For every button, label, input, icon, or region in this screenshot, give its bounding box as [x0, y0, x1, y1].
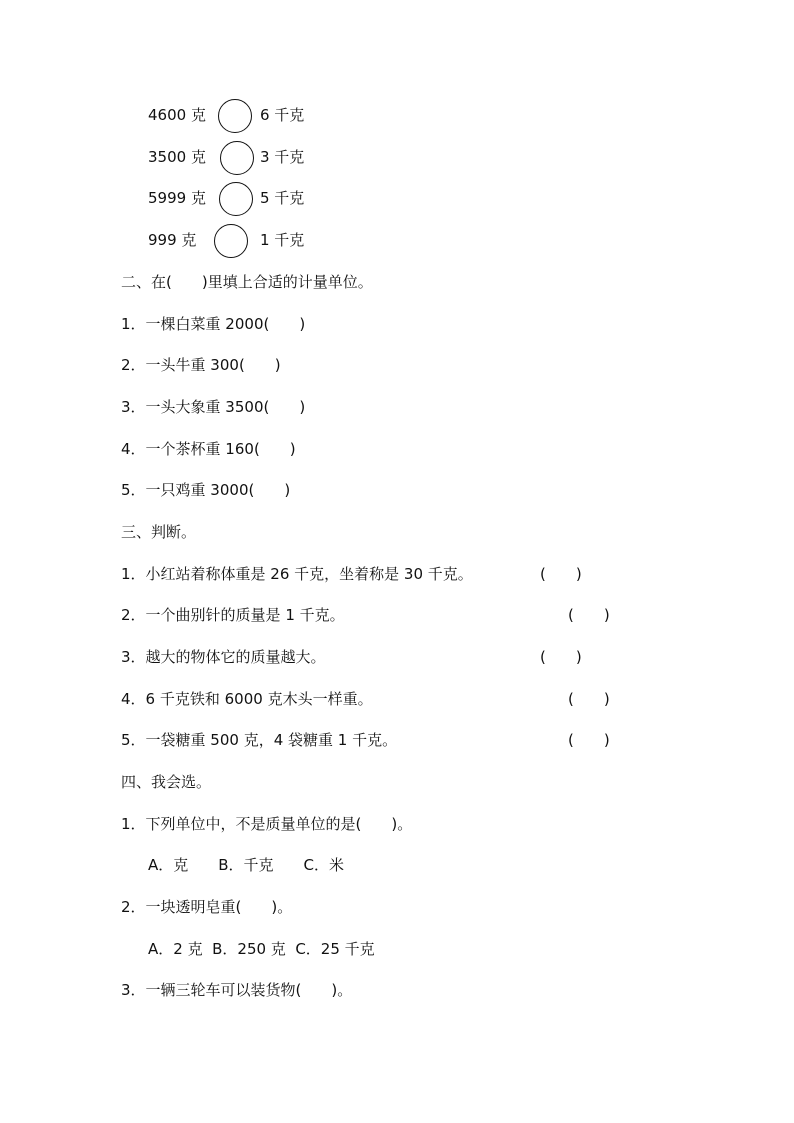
section3-item-4: 4．6 千克铁和 6000 克木头一样重。 — [121, 690, 373, 708]
section3-item-2: 2．一个曲别针的质量是 1 千克。 — [121, 606, 345, 624]
section3-blank-2[interactable]: ( ) — [568, 606, 610, 624]
compare-circle-3[interactable] — [219, 182, 253, 216]
compare-circle-2[interactable] — [220, 141, 254, 175]
section4-q1-options: A．克 B．千克 C．米 — [148, 856, 345, 874]
section2-item-5: 5．一只鸡重 3000( ) — [121, 481, 291, 499]
section2-item-2: 2．一头牛重 300( ) — [121, 356, 281, 374]
compare-circle-4[interactable] — [214, 224, 248, 258]
section3-blank-4[interactable]: ( ) — [568, 690, 610, 708]
section3-blank-5[interactable]: ( ) — [568, 731, 610, 749]
section3-blank-1[interactable]: ( ) — [540, 565, 582, 583]
section2-title: 二、在( )里填上合适的计量单位。 — [121, 273, 373, 291]
section3-title: 三、判断。 — [121, 523, 197, 541]
section4-q2-options: A．2 克 B．250 克 C．25 千克 — [148, 940, 375, 958]
section3-item-5: 5．一袋糖重 500 克，4 袋糖重 1 千克。 — [121, 731, 398, 749]
section4-title: 四、我会选。 — [121, 773, 212, 791]
section2-item-1: 1．一棵白菜重 2000( ) — [121, 315, 306, 333]
compare-right-3: 5 千克 — [260, 189, 305, 207]
section4-q2: 2．一块透明皂重( )。 — [121, 898, 293, 916]
section3-blank-3[interactable]: ( ) — [540, 648, 582, 666]
compare-right-1: 6 千克 — [260, 106, 305, 124]
compare-left-1: 4600 克 — [148, 106, 206, 124]
compare-left-2: 3500 克 — [148, 148, 206, 166]
section4-q1: 1．下列单位中，不是质量单位的是( )。 — [121, 815, 413, 833]
section3-item-3: 3．越大的物体它的质量越大。 — [121, 648, 326, 666]
section4-q3: 3．一辆三轮车可以装货物( )。 — [121, 981, 353, 999]
compare-left-3: 5999 克 — [148, 189, 206, 207]
section3-item-1: 1．小红站着称体重是 26 千克，坐着称是 30 千克。 — [121, 565, 473, 583]
compare-left-4: 999 克 — [148, 231, 197, 249]
compare-circle-1[interactable] — [218, 99, 252, 133]
compare-right-2: 3 千克 — [260, 148, 305, 166]
section2-item-3: 3．一头大象重 3500( ) — [121, 398, 306, 416]
compare-right-4: 1 千克 — [260, 231, 305, 249]
section2-item-4: 4．一个茶杯重 160( ) — [121, 440, 296, 458]
